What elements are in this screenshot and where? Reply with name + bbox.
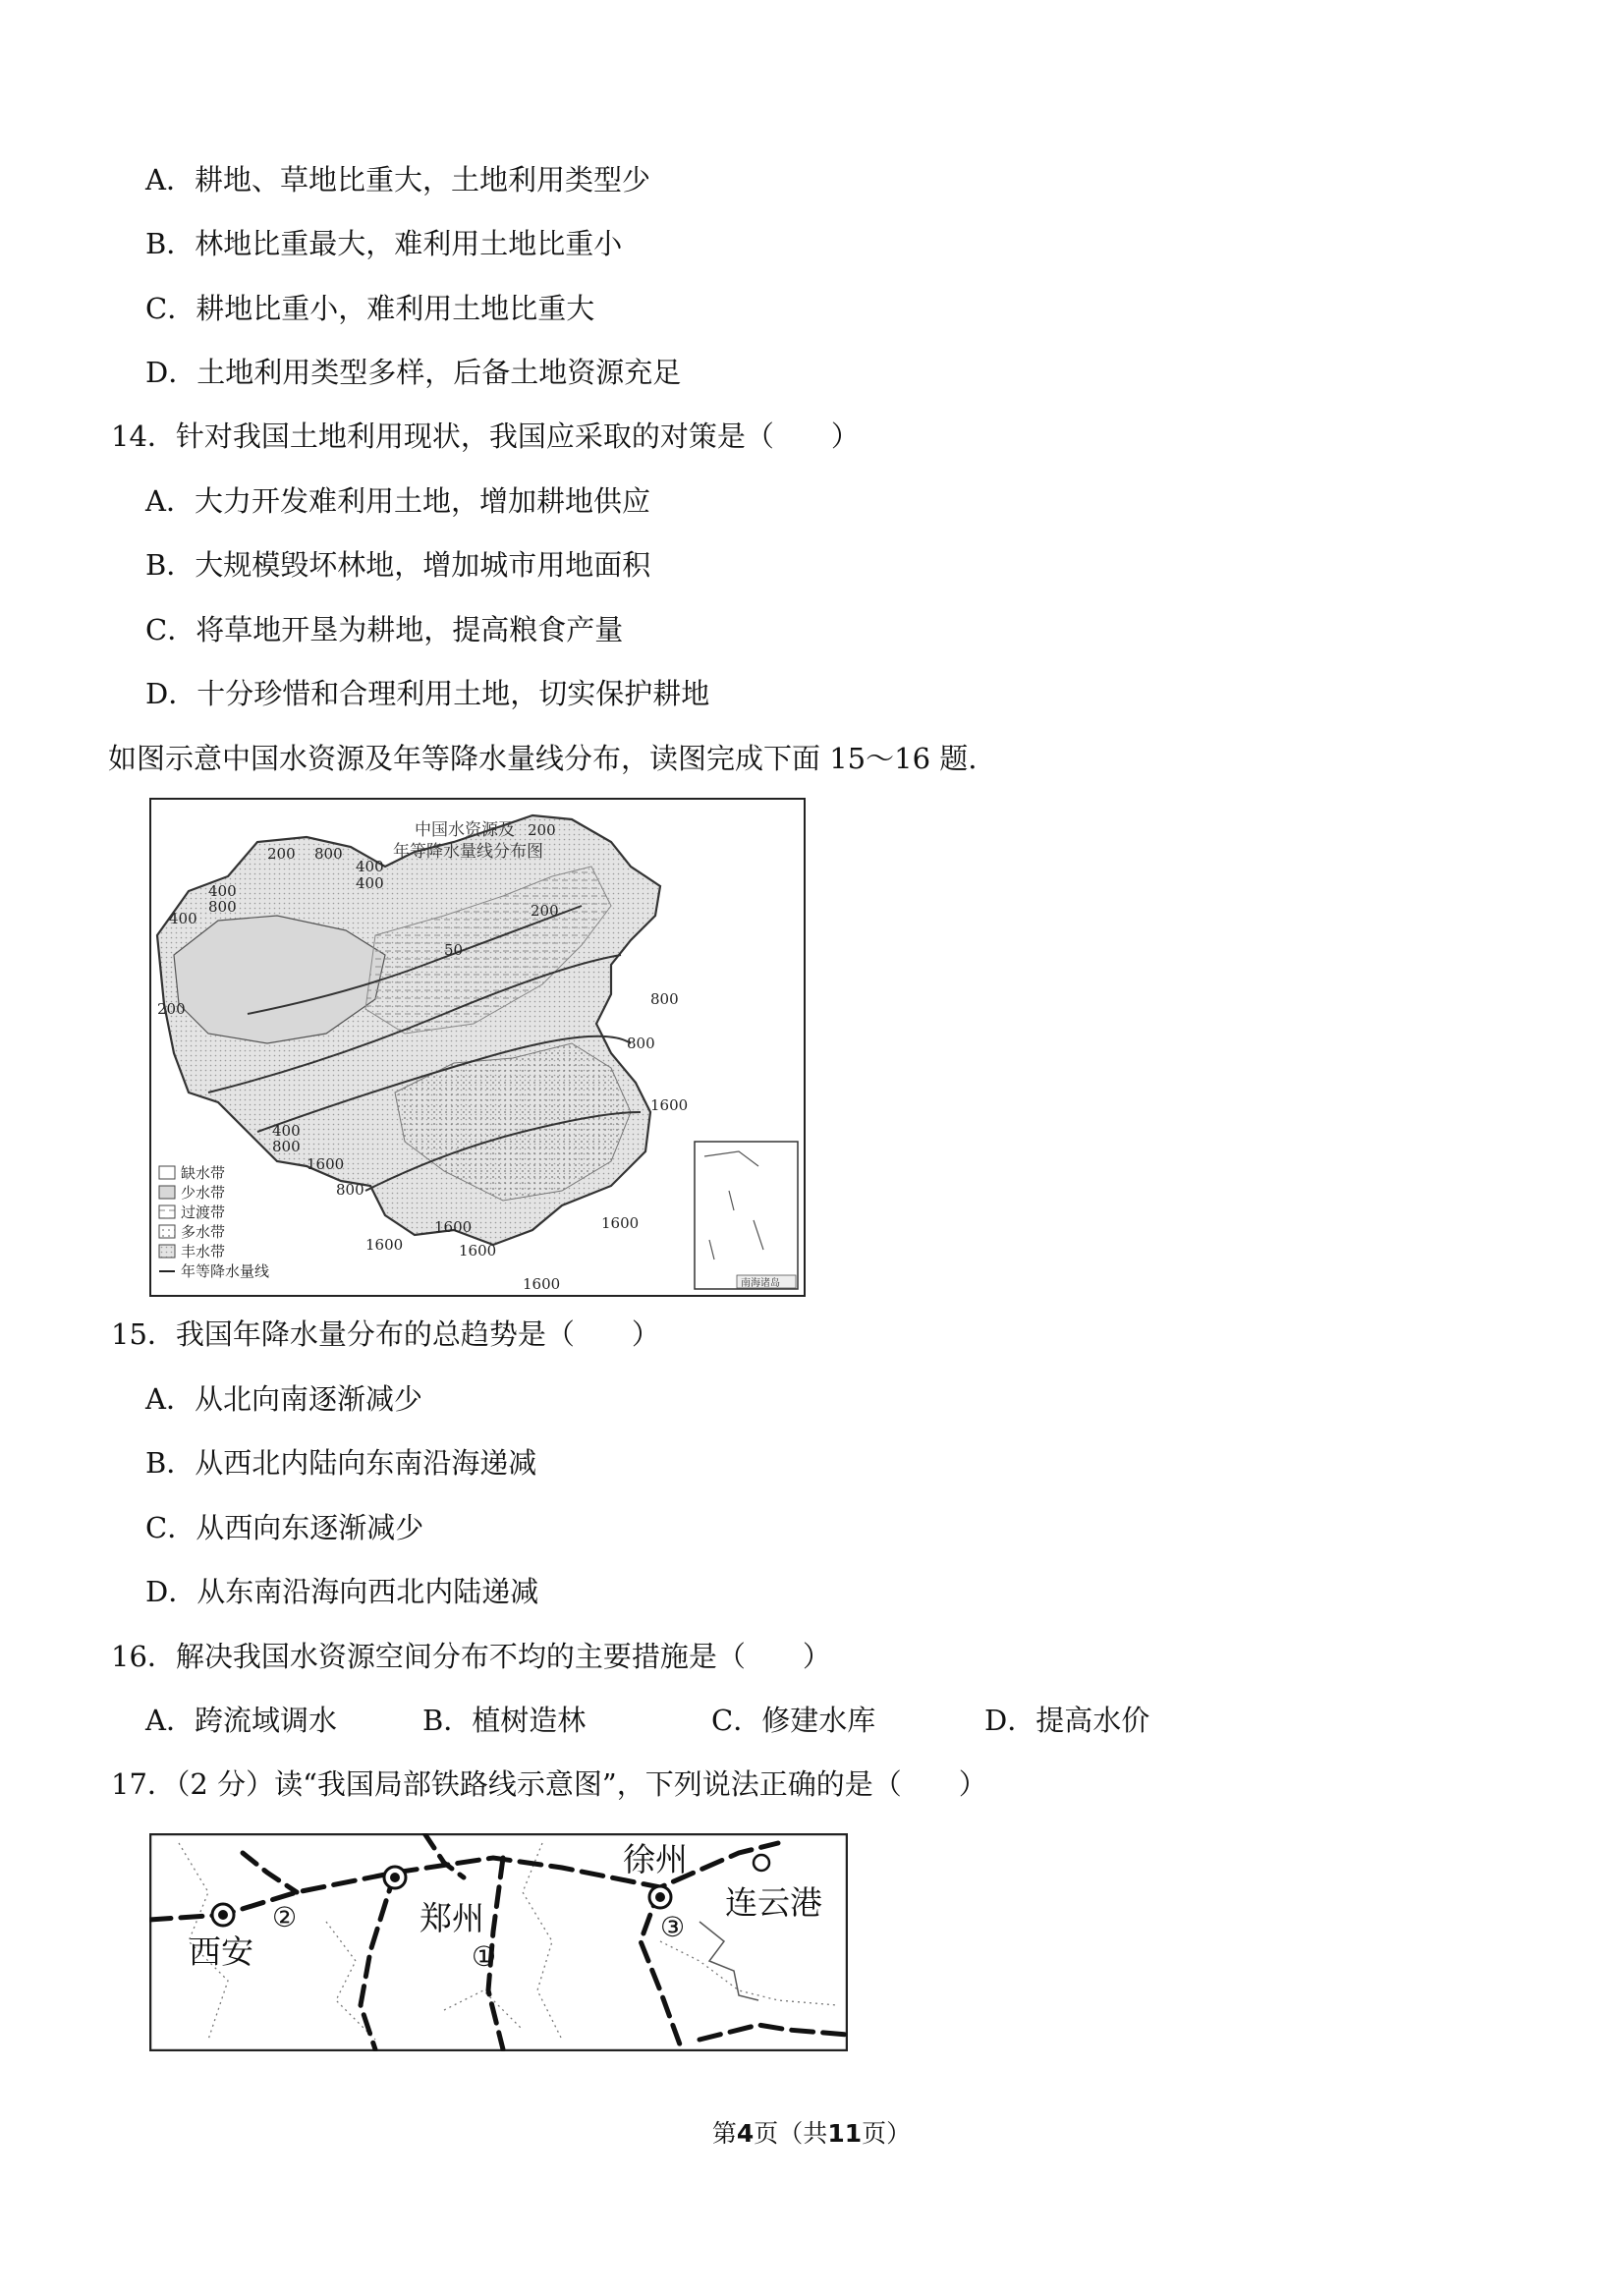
q15-option-d: D．从东南沿海向西北内陆递减	[145, 1575, 539, 1608]
isohyet-label: 200	[528, 821, 556, 839]
isohyet-label: 1600	[650, 1096, 689, 1114]
q13-option-a: A．耕地、草地比重大，土地利用类型少	[145, 163, 650, 196]
legend-label: 过渡带	[181, 1204, 226, 1221]
q15-stem: 15．我国年降水量分布的总趋势是（ ）	[111, 1317, 660, 1351]
isohyet-label: 1600	[434, 1218, 473, 1236]
isohyet-label: 400	[356, 874, 384, 892]
page-footer	[0, 2117, 1623, 2151]
marker-1: ①	[472, 1940, 497, 1973]
south-sea-inset	[695, 1142, 798, 1289]
footer-total-pages: 11	[827, 2119, 863, 2148]
q15-option-a: A．从北向南逐渐减少	[145, 1382, 422, 1416]
q14-stem: 14．针对我国土地利用现状，我国应采取的对策是（ ）	[111, 420, 860, 453]
legend-label: 少水带	[181, 1184, 226, 1202]
legend-label: 年等降水量线	[181, 1262, 270, 1280]
city-marker	[649, 1886, 671, 1908]
q14-option-a: A．大力开发难利用土地，增加耕地供应	[145, 484, 650, 518]
isohyet-label: 1600	[365, 1236, 404, 1254]
footer-suffix: 页）	[862, 2119, 912, 2148]
isohyet-label: 400	[208, 882, 237, 900]
legend-label: 缺水带	[181, 1164, 226, 1182]
isohyet-label: 200	[267, 845, 296, 863]
q17-stem: 17．（2 分）读“我国局部铁路线示意图”，下列说法正确的是（ ）	[111, 1767, 987, 1801]
city-marker	[212, 1904, 234, 1926]
q15-option-b: B．从西北内陆向东南沿海递减	[145, 1446, 537, 1480]
isohyet-label: 1600	[523, 1275, 561, 1293]
isohyet-label: 200	[157, 1000, 186, 1018]
isohyet-label: 50	[444, 941, 464, 959]
isohyet-label: 1600	[307, 1155, 345, 1173]
isohyet-label: 800	[314, 845, 343, 863]
marker-2: ②	[272, 1901, 298, 1933]
q13-option-c: C．耕地比重小，难利用土地比重大	[145, 292, 595, 325]
water-resources-map	[149, 798, 806, 1297]
city-label-xian: 西安	[189, 1932, 253, 1971]
marker-3: ③	[660, 1911, 686, 1943]
isohyet-label: 1600	[601, 1214, 640, 1232]
footer-prefix: 第	[711, 2119, 737, 2148]
isohyet-label: 400	[272, 1122, 301, 1140]
map1-title-line2: 年等降水量线分布图	[393, 842, 543, 862]
isohyet-label: 800	[336, 1181, 364, 1199]
q16-option-b: B．植树造林	[422, 1704, 587, 1737]
isohyet-label: 1600	[459, 1242, 497, 1260]
city-marker	[754, 1855, 769, 1871]
isohyet-label: 800	[208, 898, 237, 916]
q16-option-d: D．提高水价	[984, 1704, 1150, 1737]
city-label-xuzhou: 徐州	[623, 1840, 688, 1878]
legend-label: 多水带	[181, 1223, 226, 1241]
legend-label: 丰水带	[181, 1243, 226, 1260]
isohyet-label: 800	[650, 990, 679, 1008]
isohyet-label: 800	[627, 1035, 655, 1052]
isohyet-label: 400	[169, 910, 197, 927]
footer-page-number: 4	[736, 2119, 755, 2148]
q13-option-d: D．土地利用类型多样，后备土地资源充足	[145, 356, 682, 389]
q15-option-c: C．从西向东逐渐减少	[145, 1511, 424, 1544]
isohyet-label: 400	[356, 858, 384, 875]
isohyet-label: 200	[531, 902, 559, 920]
q16-option-c: C．修建水库	[711, 1704, 876, 1737]
q13-option-b: B．林地比重最大，难利用土地比重小	[145, 227, 623, 260]
footer-middle: 页（共	[754, 2119, 828, 2148]
q16-stem: 16．解决我国水资源空间分布不均的主要措施是（ ）	[111, 1640, 831, 1673]
q14-option-d: D．十分珍惜和合理利用土地，切实保护耕地	[145, 677, 710, 710]
city-marker	[384, 1867, 406, 1888]
q16-option-a: A．跨流域调水	[145, 1704, 337, 1737]
city-label-lianyungang: 连云港	[725, 1883, 822, 1922]
map-intro: 如图示意中国水资源及年等降水量线分布，读图完成下面 15～16 题.	[108, 742, 978, 775]
city-label-zhengzhou: 郑州	[420, 1899, 484, 1937]
q14-option-b: B．大规模毁坏林地，增加城市用地面积	[145, 548, 651, 582]
isohyet-label: 800	[272, 1138, 301, 1155]
q14-option-c: C．将草地开垦为耕地，提高粮食产量	[145, 613, 624, 646]
inset-label: 南海诸岛	[741, 1278, 780, 1289]
map1-title-line1: 中国水资源及	[415, 820, 515, 840]
railway-map	[149, 1833, 848, 2051]
